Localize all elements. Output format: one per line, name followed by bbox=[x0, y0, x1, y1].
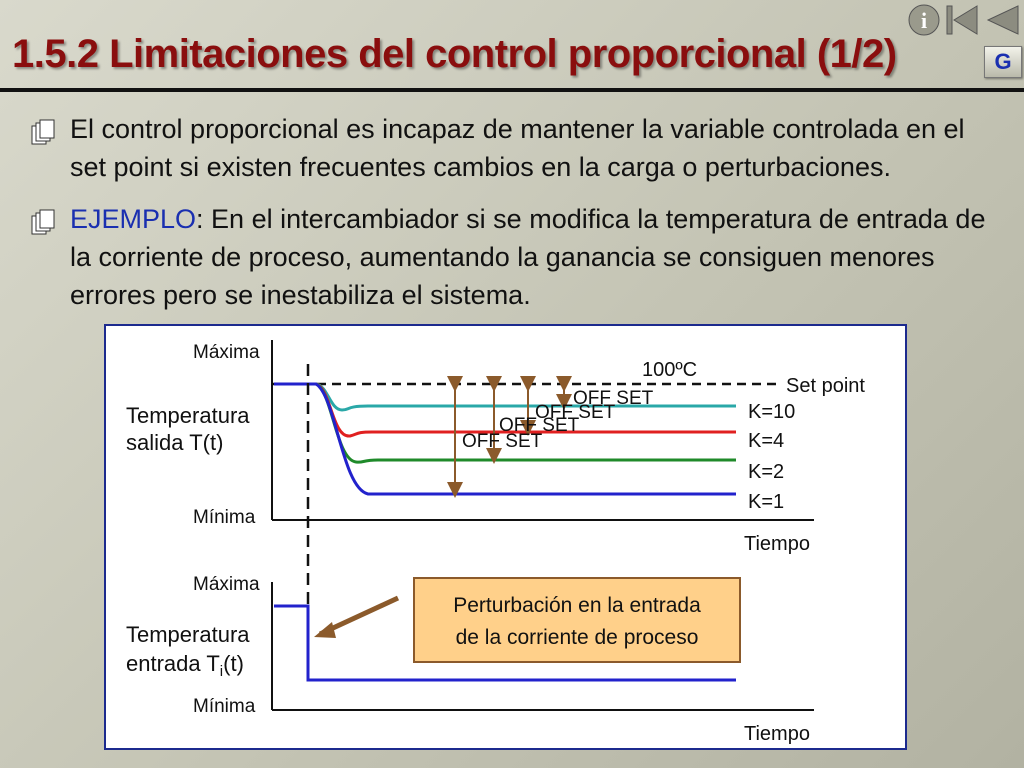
bullet-icon bbox=[30, 208, 56, 236]
callout-box bbox=[414, 578, 740, 662]
first-slide-button[interactable] bbox=[944, 4, 980, 36]
bottom-ylabel-line2: entrada $T_i(t)$ bbox=[126, 651, 244, 680]
info-button[interactable] bbox=[906, 4, 942, 36]
callout-line1: Perturbación en la entrada bbox=[453, 594, 701, 617]
callout-line2: de la corriente de proceso bbox=[455, 626, 699, 649]
top-ylabel-line2: salida T(t) bbox=[126, 430, 224, 455]
gain-label-k4: K=4 bbox=[748, 430, 785, 452]
skip-to-start-icon bbox=[944, 4, 980, 36]
top-max-label: Máxima bbox=[193, 342, 260, 363]
info-icon bbox=[907, 3, 941, 37]
offset-label-k4: OFF SET bbox=[535, 402, 616, 423]
offset-label-k2: OFF SET bbox=[499, 415, 580, 436]
top-xlabel: Tiempo bbox=[744, 533, 810, 555]
gain-label-k1: K=1 bbox=[748, 491, 785, 513]
temp-label: 100ºC bbox=[642, 359, 698, 381]
bullet-2 bbox=[70, 200, 1000, 314]
svg-text:i: i bbox=[920, 8, 928, 33]
bottom-min-label: Mínima bbox=[193, 696, 256, 717]
previous-slide-button[interactable] bbox=[984, 4, 1020, 36]
previous-icon bbox=[984, 4, 1020, 36]
glossary-button[interactable]: G bbox=[984, 46, 1022, 78]
response-diagram bbox=[104, 324, 907, 750]
offset-label-k1: OFF SET bbox=[462, 431, 543, 452]
bullet-icon bbox=[30, 118, 56, 146]
offset-label-k10: OFF SET bbox=[573, 388, 654, 409]
diagram-canvas bbox=[106, 326, 905, 748]
bullet-2-keyword: EJEMPLO bbox=[70, 204, 197, 234]
setpoint-label: Set point bbox=[786, 375, 865, 397]
bullet-2-text: : En el intercambiador si se modifica la temperatura de entrada de la corriente de proceso, aumentando la ganancia se consiguen menores errores pero se inestabiliza el sistema. bbox=[70, 204, 986, 310]
top-min-label: Mínima bbox=[193, 507, 256, 528]
callout-arrowhead bbox=[314, 622, 336, 638]
bottom-max-label: Máxima bbox=[193, 574, 260, 595]
gain-label-k10: K=10 bbox=[748, 401, 796, 423]
bottom-ylabel-line1: Temperatura bbox=[126, 622, 250, 647]
slide-title: 1.5.2 Limitaciones del control proporcional (1/2) bbox=[12, 32, 897, 76]
top-ylabel-line1: Temperatura bbox=[126, 403, 250, 428]
gain-label-k2: K=2 bbox=[748, 461, 785, 483]
bullet-1-text: El control proporcional es incapaz de mantener la variable controlada en el set point si existen frecuentes cambios en la carga o perturbaciones. bbox=[70, 114, 965, 182]
bullet-1 bbox=[70, 110, 1000, 186]
response-k10 bbox=[274, 384, 736, 410]
title-divider bbox=[0, 88, 1024, 92]
bottom-xlabel: Tiempo bbox=[744, 723, 810, 745]
